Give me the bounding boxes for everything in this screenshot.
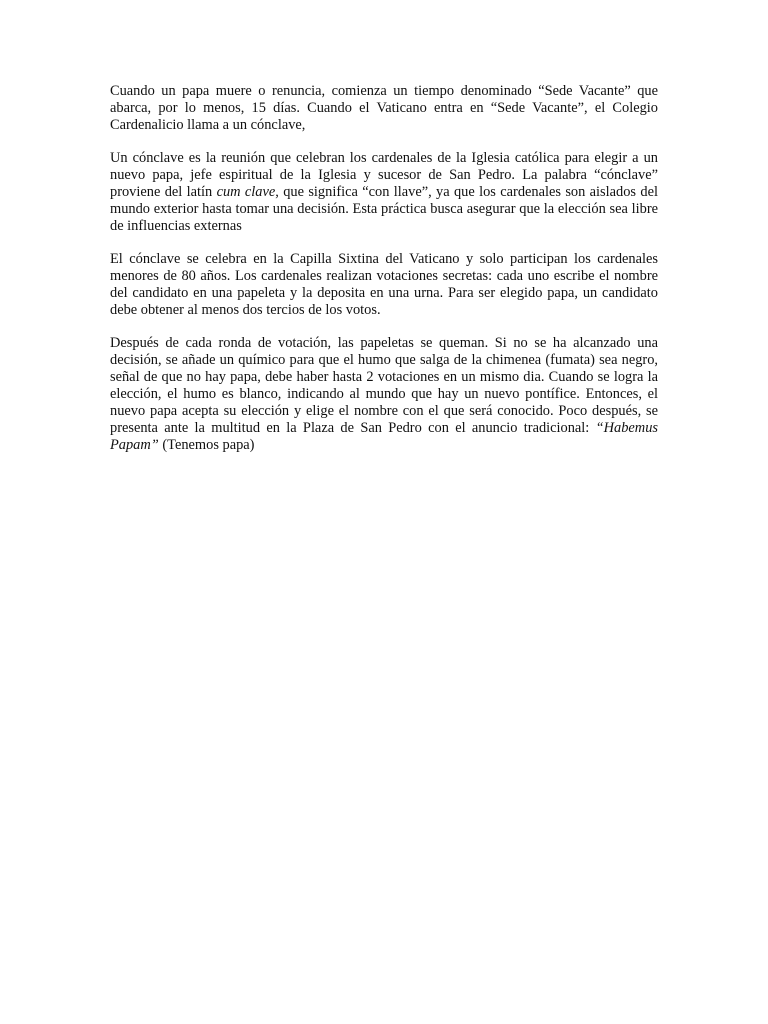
paragraph-conclave-definition bbox=[110, 150, 658, 235]
habemus-papam-phrase: “Habemus Papam” bbox=[110, 420, 658, 453]
paragraph-text: (Tenemos papa) bbox=[158, 437, 255, 453]
document-body bbox=[110, 83, 658, 470]
paragraph-sede-vacante bbox=[110, 83, 658, 134]
latin-phrase: cum clave bbox=[216, 184, 276, 200]
paragraph-text: Después de cada ronda de votación, las papeletas se queman. Si no se ha alcanzado una decisión, se añade un químico para que el humo que salga de la chimenea (fumata) sea negro, señal de que no hay papa, debe haber hasta 2 votaciones en un mismo dia. Cuando se logra la elección, el humo es blanco, indicando al mundo que hay un nuevo pontífice. Entonces, el nuevo papa acepta su elección y elige el nombre con el que será conocido. Poco después, se presenta ante la multitud en la Plaza de San Pedro con el anuncio tradicional: bbox=[110, 335, 658, 436]
paragraph-sistine-chapel bbox=[110, 251, 658, 319]
paragraph-text: El cónclave se celebra en la Capilla Sixtina del Vaticano y solo participan los cardenales menores de 80 años. Los cardenales realizan votaciones secretas: cada uno escribe el nombre del candidato en una papeleta y la deposita en una urna. Para ser elegido papa, un candidato debe obtener al menos dos tercios de los votos. bbox=[110, 251, 658, 318]
paragraph-text: , que significa “con llave”, ya que los cardenales son aislados del mundo exterior hasta tomar una decisión. Esta práctica busca asegurar que la elección sea libre de influencias externas bbox=[110, 184, 658, 234]
paragraph-text: Cuando un papa muere o renuncia, comienza un tiempo denominado “Sede Vacante” que abarca, por lo menos, 15 días. Cuando el Vaticano entra en “Sede Vacante”, el Colegio Cardenalicio llama a un cónclave, bbox=[110, 83, 658, 133]
paragraph-voting-smoke bbox=[110, 335, 658, 454]
paragraph-text: Un cónclave es la reunión que celebran los cardenales de la Iglesia católica para elegir a un nuevo papa, jefe espiritual de la Iglesia y sucesor de San Pedro. La palabra “cónclave” proviene del latín bbox=[110, 150, 658, 200]
